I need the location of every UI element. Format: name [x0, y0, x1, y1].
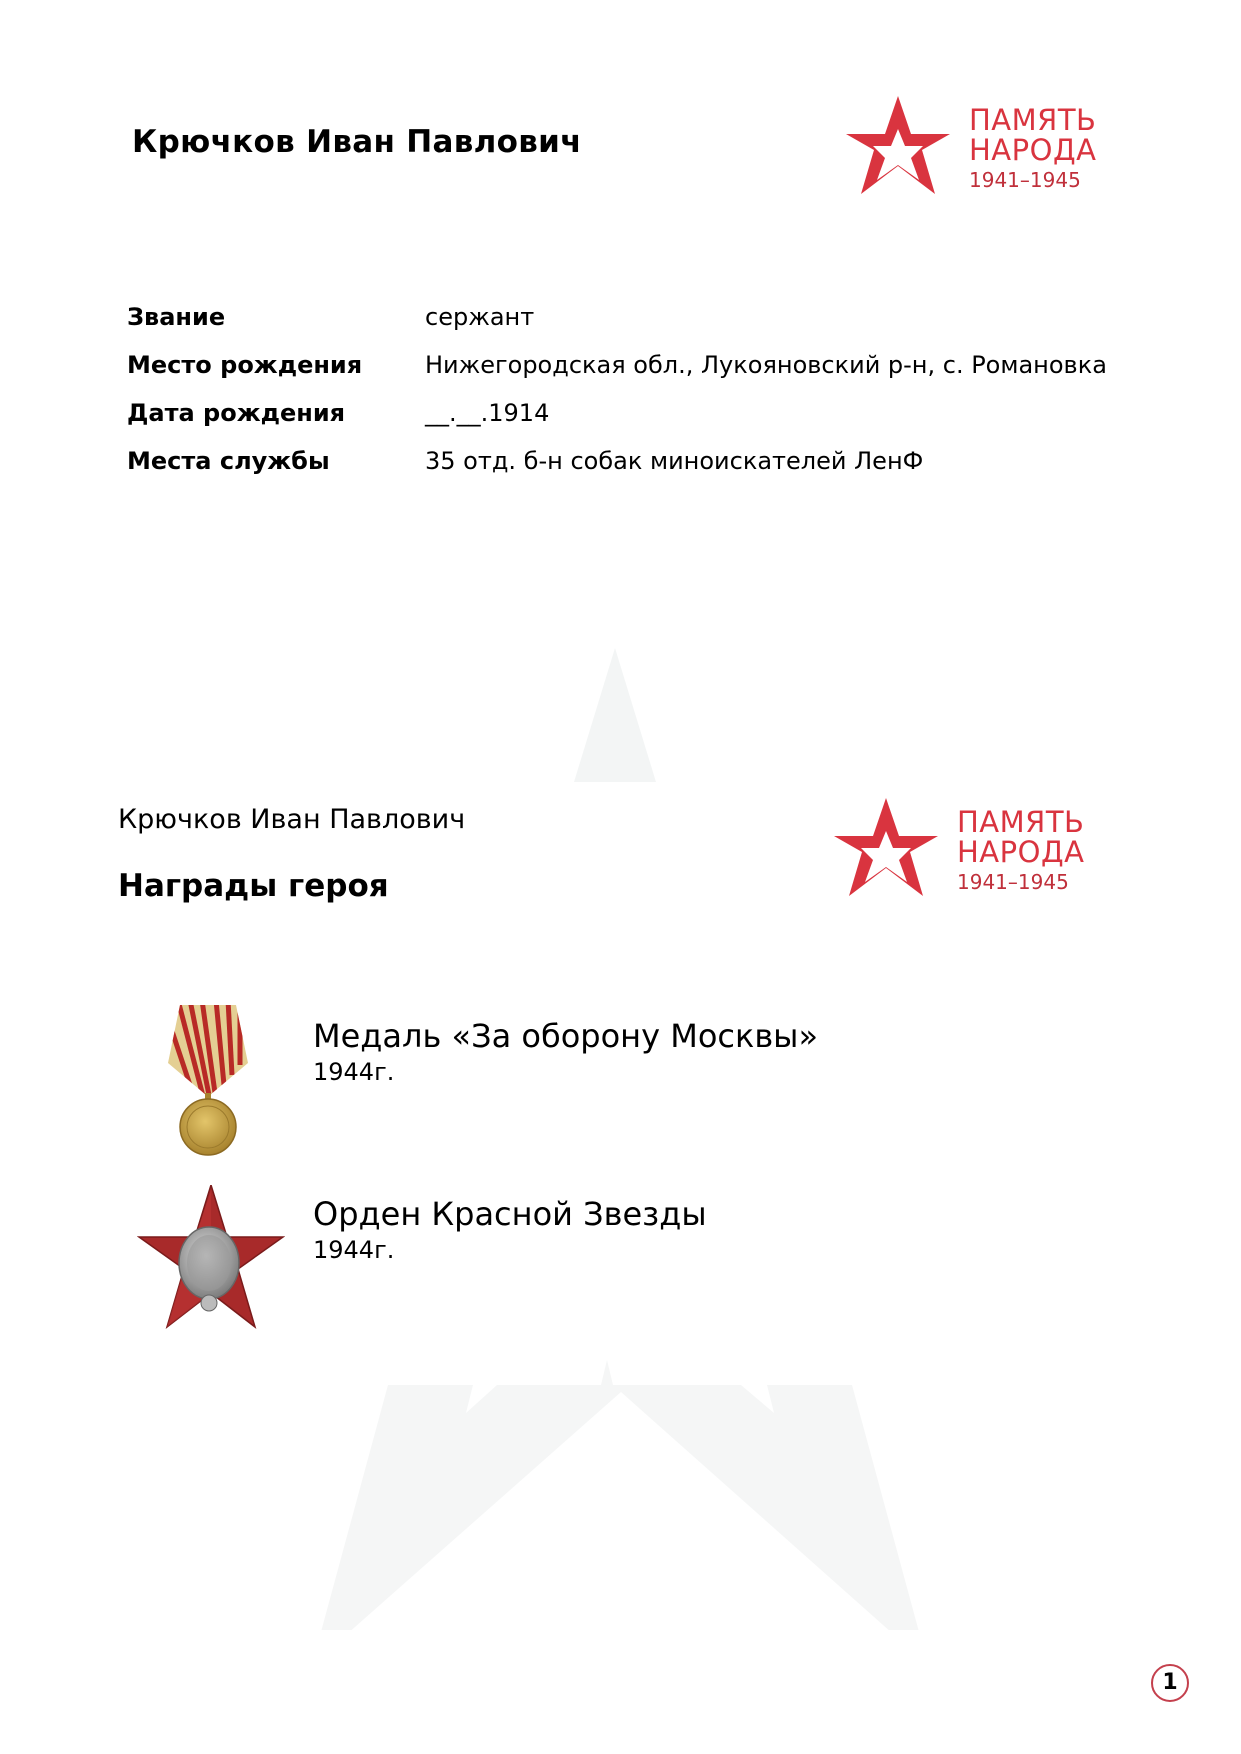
award-year: 1944г. — [313, 1058, 395, 1086]
order-red-star-icon — [137, 1185, 285, 1333]
logo-line2: НАРОДА — [957, 835, 1085, 869]
info-label: Места службы — [127, 447, 330, 475]
awards-title: Награды героя — [118, 868, 389, 904]
pamyat-naroda-logo-2 — [831, 798, 1101, 908]
medal-defense-of-moscow-icon — [168, 1005, 248, 1157]
watermark-star-top-icon — [570, 648, 660, 788]
info-value: __.__.1914 — [425, 399, 550, 427]
logo-line1: ПАМЯТЬ — [969, 103, 1097, 137]
award-year: 1944г. — [313, 1236, 395, 1264]
red-star-logo-icon — [831, 798, 941, 902]
awards-hero-name: Крючков Иван Павлович — [118, 804, 466, 835]
info-label: Звание — [127, 303, 226, 331]
info-value: сержант — [425, 303, 535, 331]
info-label: Дата рождения — [127, 399, 346, 427]
award-item — [130, 1005, 930, 1165]
page-number-badge: 1 — [1151, 1664, 1189, 1702]
logo-years: 1941–1945 — [957, 870, 1069, 894]
logo-years: 1941–1945 — [969, 168, 1081, 192]
info-value: 35 отд. б-н собак миноискателей ЛенФ — [425, 447, 924, 475]
logo-line2: НАРОДА — [969, 133, 1097, 167]
info-label: Место рождения — [127, 351, 363, 379]
award-item — [130, 1185, 930, 1345]
hero-name-title: Крючков Иван Павлович — [132, 124, 582, 160]
award-name: Орден Красной Звезды — [313, 1195, 707, 1233]
watermark-star-bottom-icon — [300, 1340, 940, 1630]
award-name: Медаль «За оборону Москвы» — [313, 1017, 819, 1055]
info-value: Нижегородская обл., Лукояновский р-н, с. Романовка — [425, 351, 1107, 379]
logo-line1: ПАМЯТЬ — [957, 805, 1085, 839]
red-star-logo-icon — [843, 96, 953, 200]
pamyat-naroda-logo — [843, 96, 1113, 206]
